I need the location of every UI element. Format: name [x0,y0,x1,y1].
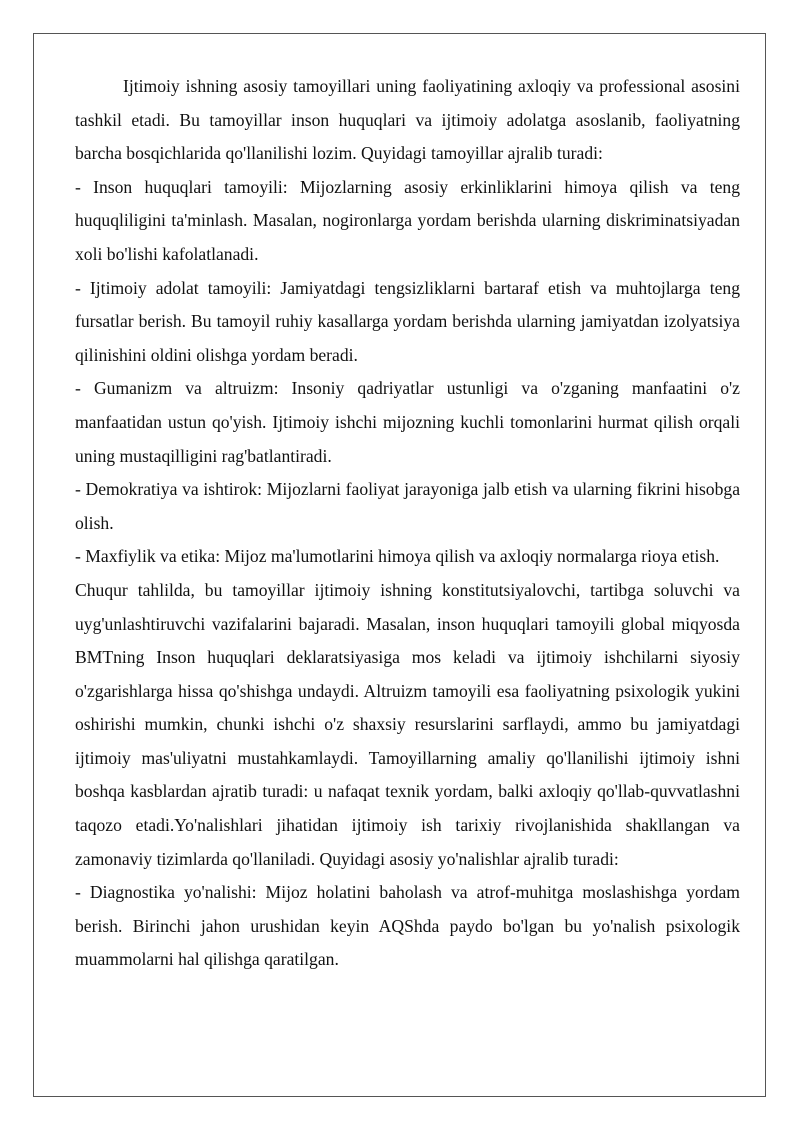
principle-confidentiality-ethics: - Maxfiylik va etika: Mijoz ma'lumotlarini himoya qilish va axloqiy normalarga rioya etish. [75,546,720,567]
analysis-paragraph: Chuqur tahlilda, bu tamoyillar ijtimoiy ishning konstitutsiyalovchi, tartibga soluvchi va uyg'unlashtiruvchi vazifalarini bajaradi. Masalan, inson huquqlari tamoyili global miqyosda BMTning Inson huquqlari deklaratsiyasiga mos keladi va ijtimoiy ishchilarni siyosiy o'zgarishlarga hissa qo'shishga undaydi. Altruizm tamoyili esa faoliyatning psixologik yukini oshirishi mumkin, chunki ishchi o'z shaxsiy resurslarini sarflaydi, ammo bu jamiyatdagi ijtimoiy mas'uliyatni mustahkamlaydi. Tamoyillarning amaliy qo'llanilishi ijtimoiy ishni boshqa kasblardan ajratib turadi: u nafaqat texnik yordam, balki axloqiy qo'llab-quvvatlashni taqozo etadi.Yo'nalishlari jihatidan ijtimoiy ish tarixiy rivojlanishida shakllangan va zamonaviy tizimlarda qo'llaniladi. Quyidagi asosiy yo'nalishlar ajralib turadi: [75,579,740,869]
principle-humanism-altruism: - Gumanizm va altruizm: Insoniy qadriyatlar ustunligi va o'zganing manfaatini o'z manfaatidan ustun qo'yish. Ijtimoiy ishchi mijozning kuchli tomonlarini hurmat qilish orqali uning mustaqilligini rag'batlantiradi. [75,378,740,466]
principle-human-rights: - Inson huquqlari tamoyili: Mijozlarning asosiy erkinliklarini himoya qilish va teng huquqliligini ta'minlash. Masalan, nogironlarga yordam berishda ularning diskriminatsiyadan xoli bo'lishi kafolatlanadi. [75,176,740,264]
intro-paragraph: Ijtimoiy ishning asosiy tamoyillari uning faoliyatining axloqiy va professional asosini tashkil etadi. Bu tamoyillar inson huquqlari va ijtimoiy adolatga asoslanib, faoliyatning barcha bosqichlarida qo'llanilishi lozim. Quyidagi tamoyillar ajralib turadi: [75,76,740,164]
document-body [75,70,740,977]
direction-diagnostics: - Diagnostika yo'nalishi: Mijoz holatini baholash va atrof-muhitga moslashishga yordam berish. Birinchi jahon urushidan keyin AQShda paydo bo'lgan bu yo'nalish psixologik muammolarni hal qilishga qaratilgan. [75,882,740,970]
principle-social-justice: - Ijtimoiy adolat tamoyili: Jamiyatdagi tengsizliklarni bartaraf etish va muhtojlarga teng fursatlar berish. Bu tamoyil ruhiy kasallarga yordam berishda ularning jamiyatdan izolyatsiya qilinishini oldini olishga yordam beradi. [75,277,740,365]
principle-democracy-participation: - Demokratiya va ishtirok: Mijozlarni faoliyat jarayoniga jalb etish va ularning fikrini hisobga olish. [75,479,740,533]
